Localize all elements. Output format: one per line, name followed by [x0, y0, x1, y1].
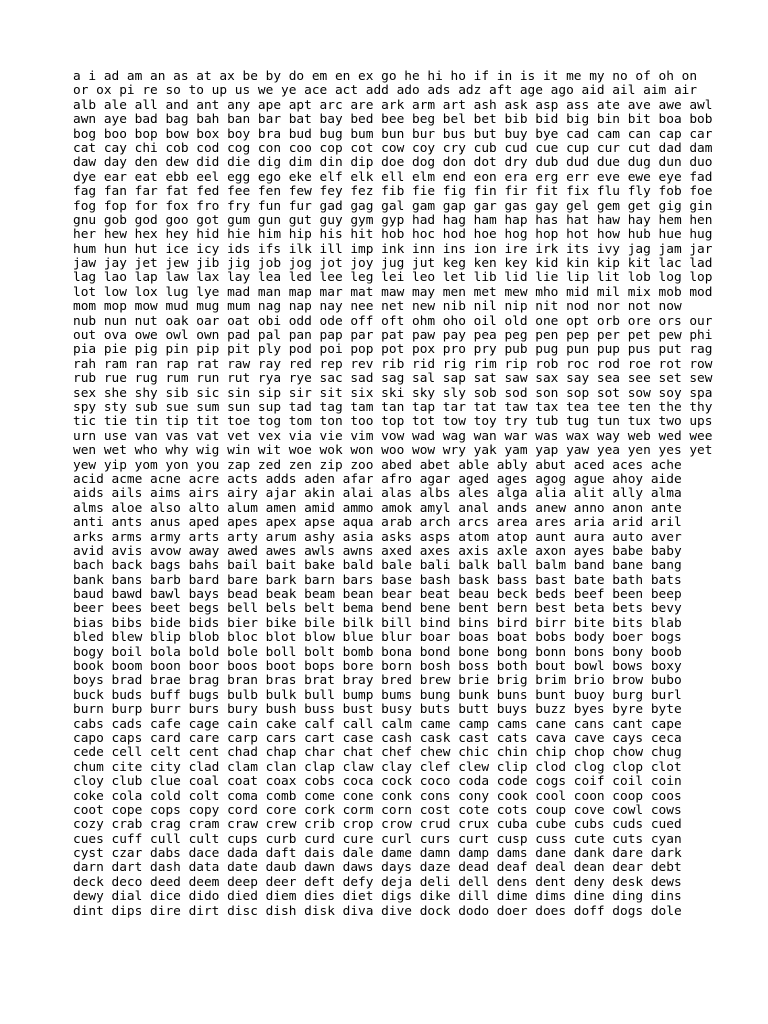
- word-list-line: sex she shy sib sic sin sip sir sit six ski sky sly sob sod son sop sot sow soy spa: [73, 385, 713, 401]
- word-list-line: tic tie tin tip tit toe tog tom ton too top tot tow toy try tub tug tun tux two ups: [73, 414, 713, 430]
- word-list-line: or ox pi re so to up us we ye ace act add ado ads adz aft age ago aid ail aim air: [73, 83, 698, 99]
- word-list-line: buck buds buff bugs bulb bulk bull bump bums bung bunk buns bunt buoy burg burl: [73, 687, 682, 703]
- word-list-line: book boom boon boor boos boot bops bore born bosh boss both bout bowl bows boxy: [73, 659, 682, 675]
- word-list-line: cues cuff cull cult cups curb curd cure curl curs curt cusp cuss cute cuts cyan: [73, 831, 682, 847]
- word-list-line: urn use van vas vat vet vex via vie vim vow wad wag wan war was wax way web wed wee: [73, 428, 713, 444]
- word-list-line: coke cola cold colt coma comb come cone conk cons cony cook cool coon coop coos: [73, 788, 682, 804]
- word-list-line: dye ear eat ebb eel egg ego eke elf elk ell elm end eon era erg err eve ewe eye fad: [73, 169, 713, 185]
- word-list-line: bank bans barb bard bare bark barn bars base bash bask bass bast bate bath bats: [73, 572, 682, 588]
- word-list-line: her hew hex hey hid hie him hip his hit hob hoc hod hoe hog hop hot how hub hue hug: [73, 227, 713, 243]
- word-list-line: burn burp burr burs bury bush buss bust busy buts butt buys buzz byes byre byte: [73, 702, 682, 718]
- word-list-line: rah ram ran rap rat raw ray red rep rev rib rid rig rim rip rob roc rod roe rot row: [73, 356, 713, 372]
- word-list-line: coot cope cops copy cord core cork corm corn cost cote cots coup cove cowl cows: [73, 802, 682, 818]
- word-list-line: lag lao lap law lax lay lea led lee leg lei leo let lib lid lie lip lit lob log lop: [73, 270, 713, 286]
- word-list-line: wen wet who why wig win wit woe wok won woo wow wry yak yam yap yaw yea yen yes yet: [73, 443, 713, 459]
- word-list-line: jaw jay jet jew jib jig job jog jot joy jug jut keg ken key kid kin kip kit lac lad: [73, 256, 713, 272]
- word-list-line: bias bibs bide bids bier bike bile bilk bill bind bins bird birr bite bits blab: [73, 615, 682, 631]
- word-list-line: a i ad am an as at ax be by do em en ex go he hi ho if in is it me my no of oh on: [73, 69, 698, 84]
- word-list-line: pia pie pig pin pip pit ply pod poi pop pot pox pro pry pub pug pun pup pus put rag: [73, 342, 713, 358]
- word-list-line: lot low lox lug lye mad man map mar mat maw may men met mew mho mid mil mix mob mod: [73, 284, 713, 300]
- word-list-line: dint dips dire dirt disc dish disk diva dive dock dodo doer does doff dogs dole: [73, 903, 682, 919]
- word-list-line: aids ails aims airs airy ajar akin alai alas albs ales alga alia alit ally alma: [73, 486, 682, 502]
- word-list-line: daw day den dew did die dig dim din dip doe dog don dot dry dub dud due dug dun duo: [73, 155, 713, 171]
- word-list-line: avid avis avow away awed awes awls awns axed axes axis axle axon ayes babe baby: [73, 543, 682, 559]
- word-list-line: cloy club clue coal coat coax cobs coca cock coco coda code cogs coif coil coin: [73, 774, 682, 790]
- word-list-line: darn dart dash data date daub dawn daws days daze dead deaf deal dean dear debt: [73, 860, 682, 876]
- word-list-line: gnu gob god goo got gum gun gut guy gym gyp had hag ham hap has hat haw hay hem hen: [73, 212, 713, 228]
- word-list-line: anti ants anus aped apes apex apse aqua arab arch arcs area ares aria arid aril: [73, 515, 682, 531]
- word-list-line: beer bees beet begs bell bels belt bema bend bene bent bern best beta bets bevy: [73, 601, 682, 617]
- word-list-line: bog boo bop bow box boy bra bud bug bum bun bur bus but buy bye cad cam can cap car: [73, 126, 713, 142]
- word-list-line: rub rue rug rum run rut rya rye sac sad sag sal sap sat saw sax say sea see set sew: [73, 371, 713, 387]
- word-list-line: bled blew blip blob bloc blot blow blue blur boar boas boat bobs body boer bogs: [73, 630, 682, 646]
- word-list-line: deck deco deed deem deep deer deft defy deja deli dell dens dent deny desk dews: [73, 874, 682, 890]
- word-list-line: alms aloe also alto alum amen amid ammo amok amyl anal ands anew anno anon ante: [73, 500, 682, 516]
- word-list-line: yew yip yom yon you zap zed zen zip zoo abed abet able ably abut aced aces ache: [73, 457, 682, 473]
- word-list-line: hum hun hut ice icy ids ifs ilk ill imp ink inn ins ion ire irk its ivy jag jam jar: [73, 241, 713, 257]
- word-list-page: [73, 69, 713, 919]
- word-list-line: arks arms army arts arty arum ashy asia asks asps atom atop aunt aura auto aver: [73, 529, 682, 545]
- word-list-line: cede cell celt cent chad chap char chat chef chew chic chin chip chop chow chug: [73, 745, 682, 761]
- word-list-line: alb ale all and ant any ape apt arc are ark arm art ash ask asp ass ate ave awe awl: [73, 97, 713, 113]
- word-list-line: spy sty sub sue sum sun sup tad tag tam tan tap tar tat taw tax tea tee ten the thy: [73, 399, 713, 415]
- word-list-line: mom mop mow mud mug mum nag nap nay nee net new nib nil nip nit nod nor not now: [73, 299, 682, 315]
- word-list-line: cozy crab crag cram craw crew crib crop crow crud crux cuba cube cubs cuds cued: [73, 817, 682, 833]
- word-list-line: cat cay chi cob cod cog con coo cop cot cow coy cry cub cud cue cup cur cut dad dam: [73, 140, 713, 156]
- word-list-line: fag fan far fat fed fee fen few fey fez fib fie fig fin fir fit fix flu fly fob foe: [73, 184, 713, 200]
- word-list-line: bach back bags bahs bail bait bake bald bale bali balk ball balm band bane bang: [73, 558, 682, 574]
- word-list-line: capo caps card care carp cars cart case cash cask cast cats cava cave cays ceca: [73, 730, 682, 746]
- word-list-line: chum cite city clad clam clan clap claw clay clef clew clip clod clog clop clot: [73, 759, 682, 775]
- word-list-line: awn aye bad bag bah ban bar bat bay bed bee beg bel bet bib bid big bin bit boa bob: [73, 112, 713, 128]
- word-list-line: cyst czar dabs dace dada daft dais dale dame damn damp dams dane dank dare dark: [73, 846, 682, 862]
- word-list-line: baud bawd bawl bays bead beak beam bean bear beat beau beck beds beef been beep: [73, 587, 682, 603]
- word-list-line: acid acme acne acre acts adds aden afar afro agar aged ages agog ague ahoy aide: [73, 471, 682, 487]
- word-list-line: fog fop for fox fro fry fun fur gad gag gal gam gap gar gas gay gel gem get gig gin: [73, 198, 713, 214]
- word-list-line: bogy boil bola bold bole boll bolt bomb bona bond bone bong bonn bons bony boob: [73, 644, 682, 660]
- word-list-line: dewy dial dice dido died diem dies diet digs dike dill dime dims dine ding dins: [73, 889, 682, 905]
- word-list-line: boys brad brae brag bran bras brat bray bred brew brie brig brim brio brow bubo: [73, 673, 682, 689]
- word-list-line: cabs cads cafe cage cain cake calf call calm came camp cams cane cans cant cape: [73, 716, 682, 732]
- word-list-line: nub nun nut oak oar oat obi odd ode off oft ohm oho oil old one opt orb ore ors our: [73, 313, 713, 329]
- word-list-line: out ova owe owl own pad pal pan pap par pat paw pay pea peg pen pep per pet pew phi: [73, 328, 713, 344]
